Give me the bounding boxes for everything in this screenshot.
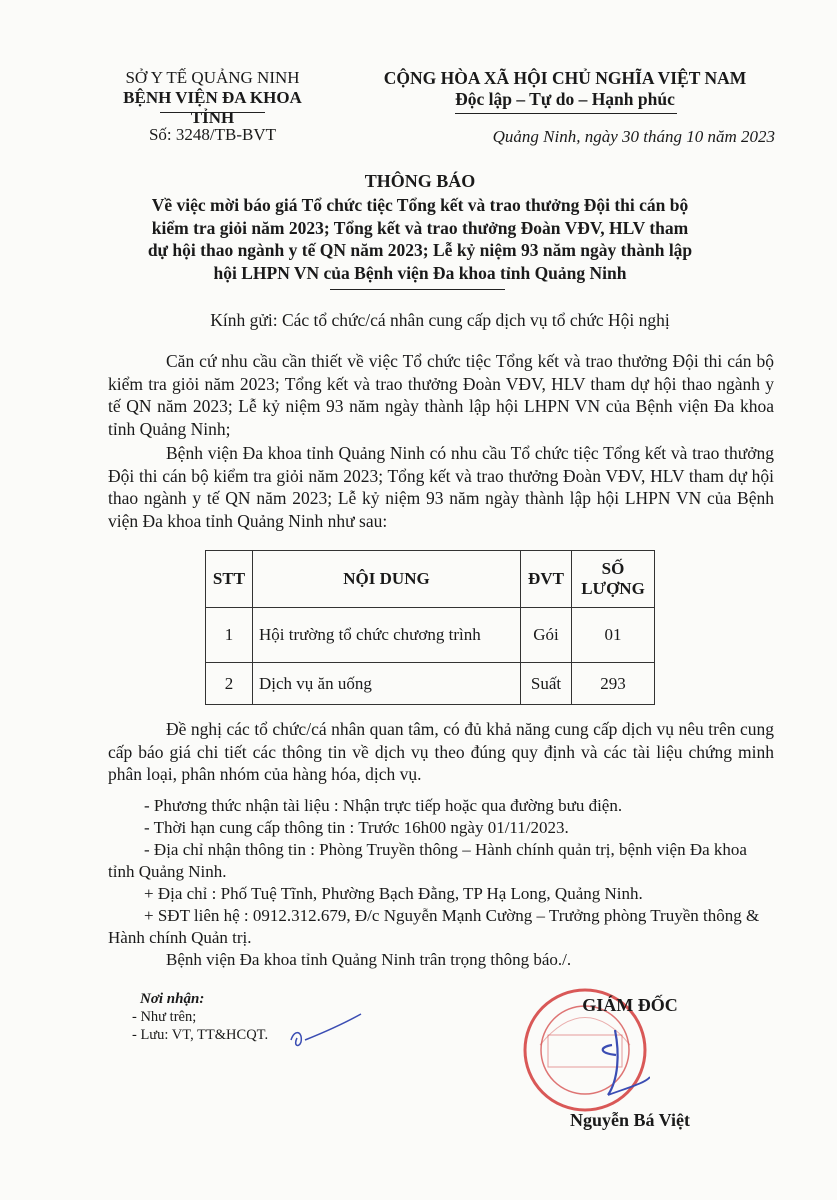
subject-underline: [330, 289, 505, 290]
cell-content: Dịch vụ ăn uống: [253, 663, 521, 705]
list-item: - Phương thức nhận tài liệu : Nhận trực tiếp hoặc qua đường bưu điện.: [144, 796, 623, 815]
table-header-row: [206, 551, 655, 608]
col-header-quantity: SỐ LƯỢNG: [572, 551, 655, 608]
paragraph-text: Bệnh viện Đa khoa tỉnh Quảng Ninh có nhu cầu Tổ chức tiệc Tổng kết và trao thưởng Đội thi cán bộ kiểm tra giỏi năm 2023; Tổng kết và trao thưởng Đoàn VĐV, HLV tham dự hội thao ngành y tế QN năm 2023; Lễ kỷ niệm 93 năm ngày thành lập hội LHPN VN của Bệnh viện Đa khoa tỉnh Quảng Ninh như sau:: [108, 443, 774, 531]
subject-line: Về việc mời báo giá Tổ chức tiệc Tổng kết và trao thưởng Đội thi cán bộ: [151, 195, 689, 215]
document-title: THÔNG BÁO: [364, 171, 476, 191]
table-row: [206, 663, 655, 705]
recipient-item: - Như trên;: [132, 1009, 197, 1025]
cell-quantity: 293: [572, 663, 655, 705]
info-list: [108, 795, 774, 971]
recipients-title: Nơi nhận:: [140, 991, 205, 1007]
table-row: [206, 608, 655, 663]
paragraph-text: Đề nghị các tổ chức/cá nhân quan tâm, có đủ khả năng cung cấp dịch vụ nêu trên cung cấp báo giá chi tiết các thông tin về dịch vụ theo đúng quy định và các tài liệu chứng minh phân loại, phân nhóm của hàng hóa, dịch vụ.: [108, 719, 774, 784]
org-name: BỆNH VIỆN ĐA KHOA TỈNH: [123, 88, 302, 127]
recipients: [132, 990, 269, 1044]
document-subject: [120, 194, 720, 284]
initial-mark-icon: [285, 1010, 365, 1055]
motto-underline: [455, 113, 677, 114]
cell-content: Hội trường tổ chức chương trình: [253, 608, 521, 663]
document-number: Số: 3248/TB-BVT: [148, 125, 277, 144]
issuing-authority: [100, 68, 325, 128]
motto: Độc lập – Tự do – Hạnh phúc: [455, 89, 675, 109]
col-header-stt: STT: [206, 551, 253, 608]
col-header-unit: ĐVT: [521, 551, 572, 608]
signer-title: GIÁM ĐỐC: [582, 995, 678, 1015]
nation-name: CỘNG HÒA XÃ HỘI CHỦ NGHĨA VIỆT NAM: [383, 68, 747, 88]
paragraph-request: [108, 718, 774, 786]
cell-quantity: 01: [572, 608, 655, 663]
org-underline: [160, 112, 265, 113]
recipient-item: - Lưu: VT, TT&HCQT.: [132, 1027, 269, 1043]
signer-name: Nguyễn Bá Việt: [569, 1110, 690, 1130]
paragraph-need: [108, 442, 774, 532]
subject-line: kiểm tra giỏi năm 2023; Tổng kết và trao thưởng Đoàn VĐV, HLV tham: [151, 217, 689, 238]
cell-stt: 2: [206, 663, 253, 705]
list-item: + Địa chỉ : Phố Tuệ Tĩnh, Phường Bạch Đằng, TP Hạ Long, Quảng Ninh.: [144, 884, 643, 903]
subject-line: hội LHPN VN của Bệnh viện Đa khoa tỉnh Quảng Ninh: [213, 262, 627, 283]
closing-line: Bệnh viện Đa khoa tỉnh Quảng Ninh trân trọng thông báo./.: [166, 950, 572, 969]
cell-stt: 1: [206, 608, 253, 663]
services-table: [205, 550, 655, 705]
org-parent: SỞ Y TẾ QUẢNG NINH: [125, 68, 300, 87]
cell-unit: Gói: [521, 608, 572, 663]
col-header-content: NỘI DUNG: [253, 551, 521, 608]
paragraph-text: Căn cứ nhu cầu cần thiết về việc Tổ chức tiệc Tổng kết và trao thưởng Đội thi cán bộ kiểm tra giỏi năm 2023; Tổng kết và trao thưởng Đoàn VĐV, HLV tham dự hội thao ngành y tế QN năm 2023; Lễ kỷ niệm 93 năm ngày thành lập hội LHPN VN của Bệnh viện Đa khoa tỉnh Quảng Ninh;: [108, 351, 774, 439]
list-item: - Thời hạn cung cấp thông tin : Trước 16h00 ngày 01/11/2023.: [144, 818, 569, 837]
list-item: + SĐT liên hệ : 0912.312.679, Đ/c Nguyễn Mạnh Cường – Trưởng phòng Truyền thông & Hành chính Quản trị.: [108, 906, 760, 947]
list-item: - Địa chỉ nhận thông tin : Phòng Truyền thông – Hành chính quản trị, bệnh viện Đa khoa tỉnh Quảng Ninh.: [108, 840, 747, 881]
greeting: Kính gửi: Các tổ chức/cá nhân cung cấp dịch vụ tổ chức Hội nghị: [210, 310, 670, 330]
place-date: Quảng Ninh, ngày 30 tháng 10 năm 2023: [492, 127, 775, 146]
subject-line: dự hội thao ngành y tế QN năm 2023; Lễ kỷ niệm 93 năm ngày thành lập: [147, 240, 693, 260]
national-title: [355, 68, 775, 110]
cell-unit: Suất: [521, 663, 572, 705]
paragraph-basis: [108, 350, 774, 440]
